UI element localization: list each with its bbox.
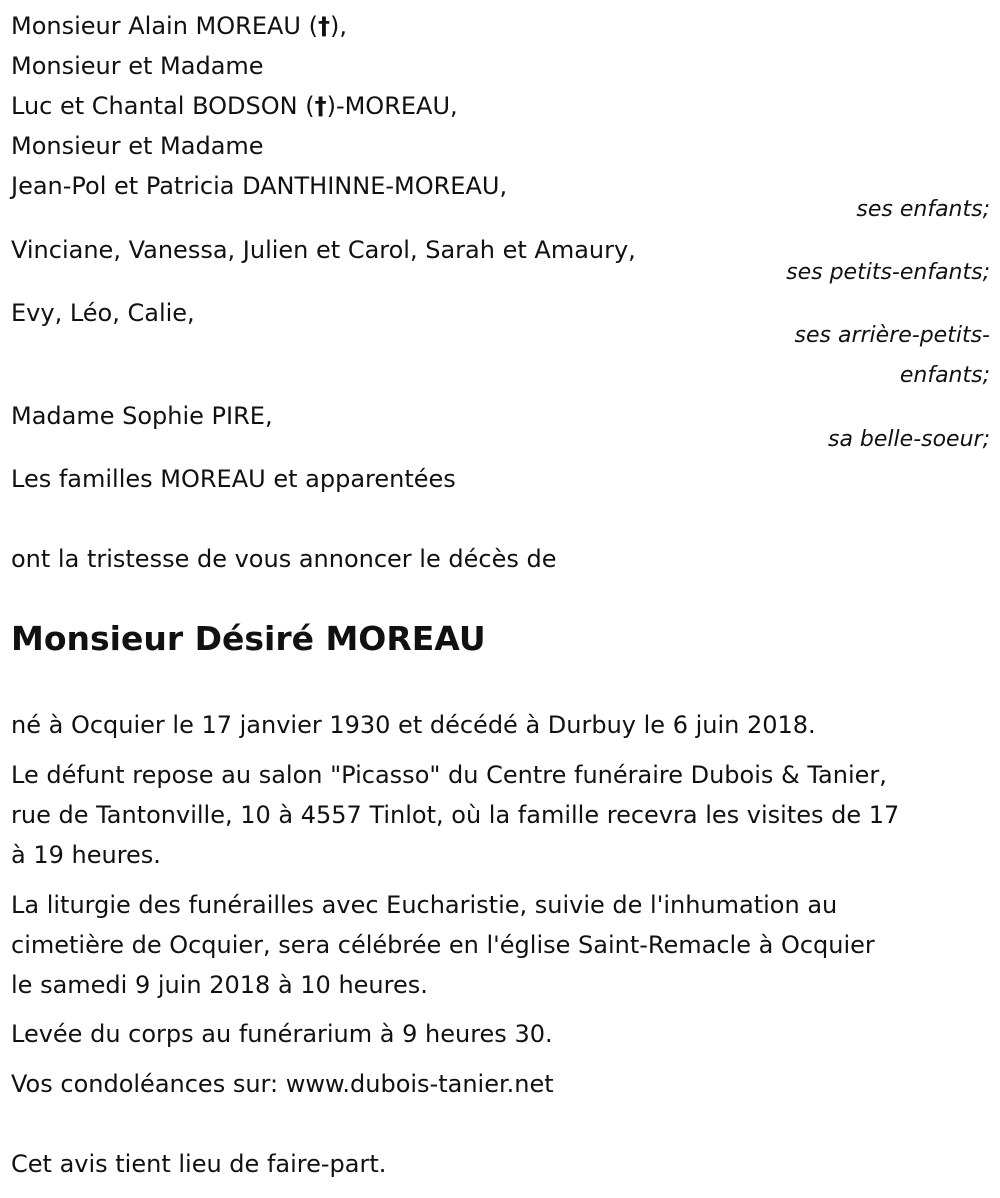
birth-death-text: né à Ocquier le 17 janvier 1930 et décédé à Durbuy le 6 juin 2018. xyxy=(11,711,816,739)
levee-text: Levée du corps au funérarium à 9 heures 30. xyxy=(11,1020,553,1048)
relation-great-grandchildren-2: enfants; xyxy=(899,363,990,388)
rest-line-3: à 19 heures. xyxy=(11,841,161,869)
rest-line-2: rue de Tantonville, 10 à 4557 Tinlot, où la famille recevra les visites de 17 xyxy=(11,801,900,829)
family-line-2: Monsieur et Madame xyxy=(11,52,264,80)
rest-paragraph xyxy=(11,755,986,875)
deceased-cross-icon: † xyxy=(314,92,327,120)
relation-grandchildren: ses petits-enfants; xyxy=(786,260,990,285)
family-line-alain-text: Monsieur Alain MOREAU ( xyxy=(11,12,318,40)
family-line-jean-pol: Jean-Pol et Patricia DANTHINNE-MOREAU, xyxy=(11,172,508,200)
family-line-luc-text: Luc et Chantal BODSON ( xyxy=(11,92,315,120)
family-line-alain-end: ), xyxy=(329,12,347,40)
condolences-text: Vos condoléances sur: www.dubois-tanier.net xyxy=(11,1070,554,1098)
great-grandchildren-names: Evy, Léo, Calie, xyxy=(11,299,195,327)
liturgy-paragraph xyxy=(11,885,986,1005)
family-line-4: Monsieur et Madame xyxy=(11,132,264,160)
liturgy-line-2: cimetière de Ocquier, sera célébrée en l'église Saint-Remacle à Ocquier xyxy=(11,931,875,959)
family-line-alain xyxy=(11,6,347,46)
footer-text: Cet avis tient lieu de faire-part. xyxy=(11,1150,387,1178)
announcement-text: ont la tristesse de vous annoncer le décès de xyxy=(11,545,557,573)
deceased-cross-icon: † xyxy=(317,12,330,40)
family-line-luc-end: )-MOREAU, xyxy=(326,92,458,120)
relation-children: ses enfants; xyxy=(856,197,990,222)
liturgy-line-1: La liturgie des funérailles avec Eucharistie, suivie de l'inhumation au xyxy=(11,891,838,919)
sister-in-law-name: Madame Sophie PIRE, xyxy=(11,402,273,430)
family-line-luc xyxy=(11,86,458,126)
deceased-name-heading: Monsieur Désiré MOREAU xyxy=(11,619,486,658)
grandchildren-names: Vinciane, Vanessa, Julien et Carol, Sarah et Amaury, xyxy=(11,236,636,264)
relation-great-grandchildren-1: ses arrière-petits- xyxy=(794,323,990,348)
rest-line-1: Le défunt repose au salon "Picasso" du Centre funéraire Dubois & Tanier, xyxy=(11,761,887,789)
liturgy-line-3: le samedi 9 juin 2018 à 10 heures. xyxy=(11,971,428,999)
relation-sister-in-law: sa belle-soeur; xyxy=(828,427,990,452)
families-line: Les familles MOREAU et apparentées xyxy=(11,465,456,493)
